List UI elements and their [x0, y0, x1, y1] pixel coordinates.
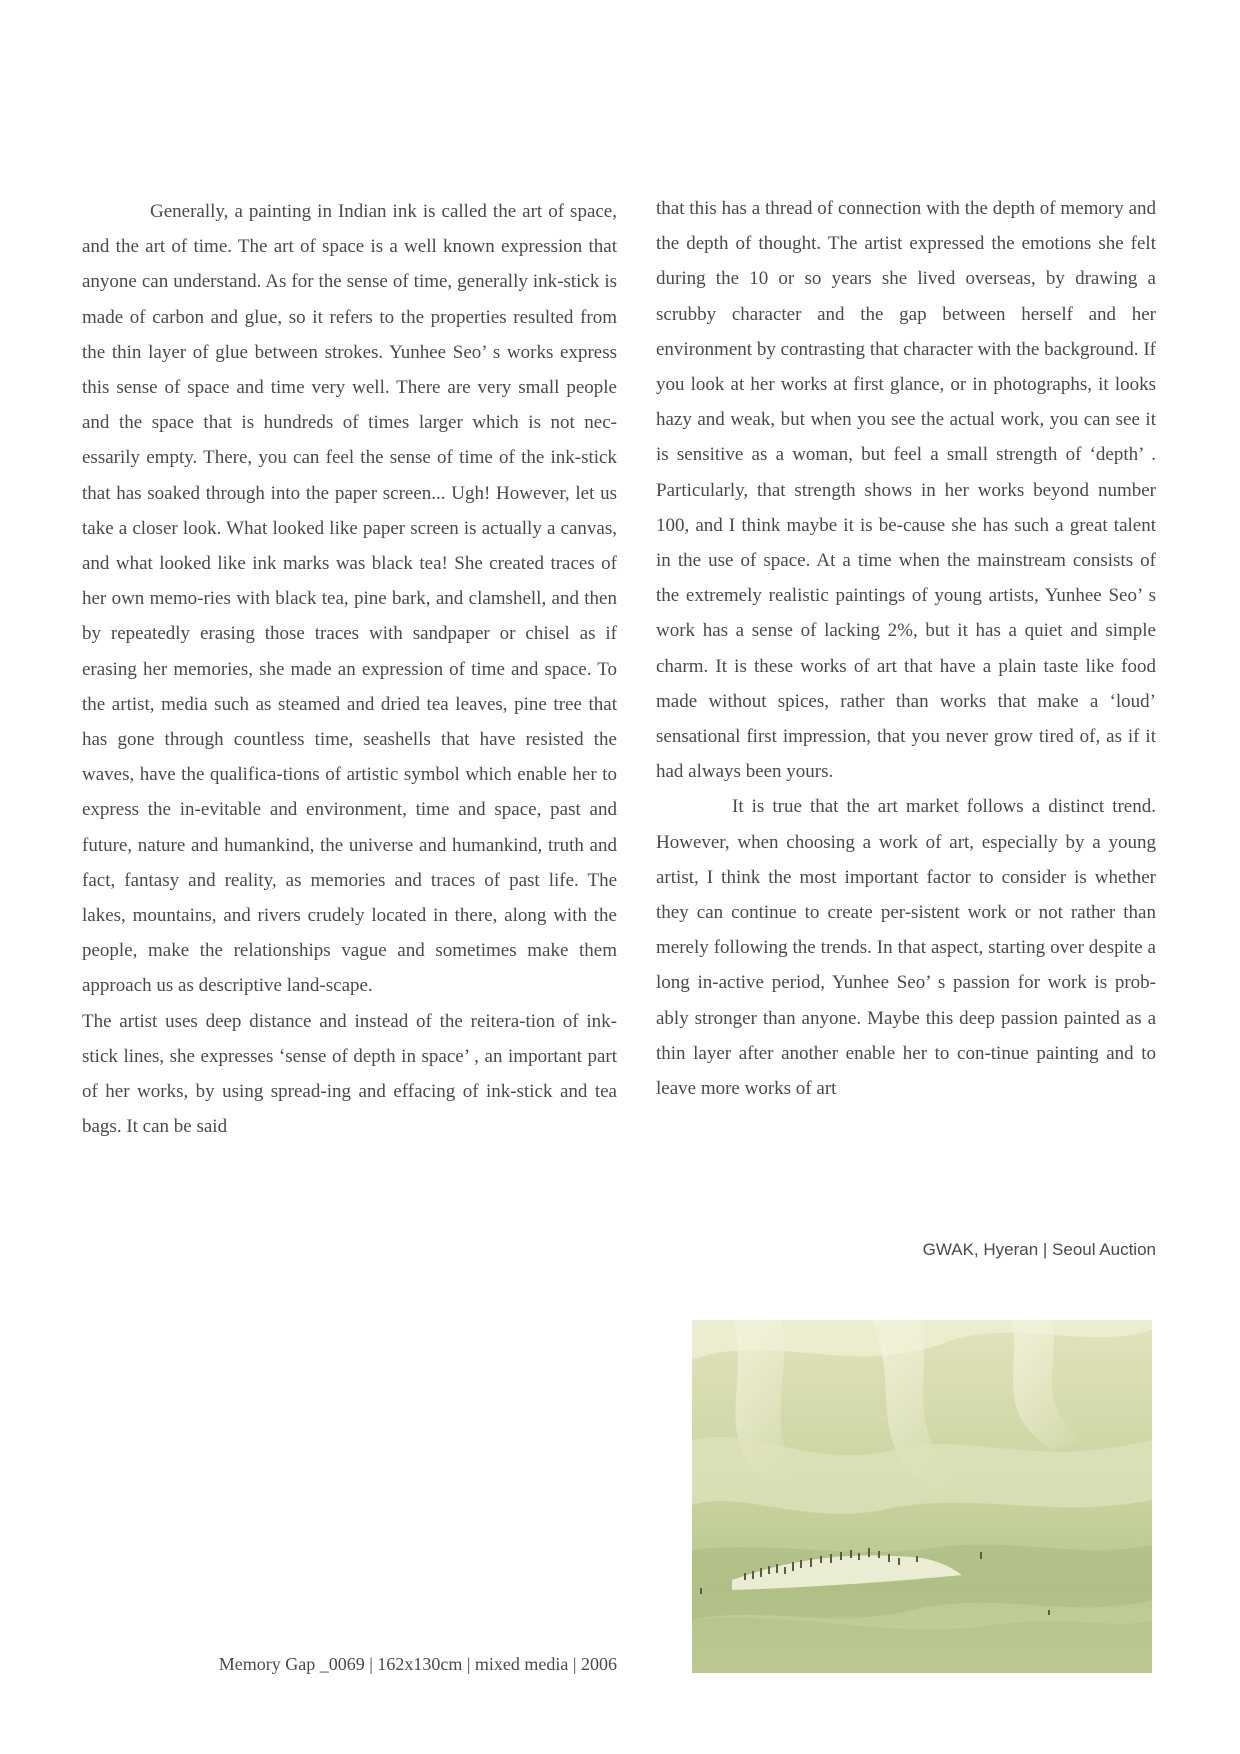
- paragraph: Generally, a painting in Indian ink is called the art of space, and the art of time. The art of space is a well known expression that anyone can understand. As for the sense of time, generally ink-stick is made of carbon and glue, so it refers to the properties resulted from the thin layer of glue between strokes. Yunhee Seo’ s works express this sense of space and time very well. There are very small people and the space that is hundreds of times larger which is not nec-essarily empty. There, you can feel the sense of time of the ink-stick that has soaked through into the paper screen... Ugh! However, let us take a closer look. What looked like paper screen is actually a canvas, and what looked like ink marks was black tea! She created traces of her own memo-ries with black tea, pine bark, and clamshell, and then by repeatedly erasing those traces with sandpaper or chisel as if erasing her memories, she made an expression of time and space. To the artist, media such as steamed and dried tea leaves, pine tree that has gone through countless time, seashells that have resisted the waves, have the qualifica-tions of artistic symbol which enable her to express the in-evitable and environment, time and space, past and future, nature and humankind, the universe and humankind, truth and fact, fantasy and reality, as memories and traces of past life. The lakes, mountains, and rivers crudely located in there, along with the people, make the relationships vague and sometimes make them approach us as descriptive land-scape.: [82, 201, 617, 997]
- author-credit: GWAK, Hyeran | Seoul Auction: [922, 1240, 1156, 1259]
- article-left-column: [82, 194, 617, 1144]
- paragraph: that this has a thread of connection with the depth of memory and the depth of thought. The artist expressed the emotions she felt during the 10 or so years she lived overseas, by drawing a scrubby character and the gap between herself and her environment by contrasting that character with the background. If you look at her works at first glance, or in photographs, it looks hazy and weak, but when you see the actual work, you can see it is sensitive as a woman, but feel a small strength of ‘depth’ . Particularly, that strength shows in her works beyond number 100, and I think maybe it is be-cause she has such a great talent in the use of space. At a time when the mainstream consists of the extremely realistic paintings of young artists, Yunhee Seo’ s work has a sense of lacking 2%, but it has a quiet and simple charm. It is these works of art that have a plain taste like food made without spices, rather than works that make a ‘loud’ sensational first impression, that you never grow tired of, as if it had always been yours.: [656, 198, 1156, 783]
- paragraph: It is true that the art market follows a distinct trend. However, when choosing a work of art, especially by a young artist, I think the most important factor to consider is whether they can continue to create per-sistent work or not rather than merely following the trends. In that aspect, starting over despite a long in-active period, Yunhee Seo’ s passion for work is prob-ably stronger than anyone. Maybe this deep passion painted as a thin layer after another enable her to con-tinue painting and to leave more works of art: [656, 796, 1156, 1100]
- paragraph: The artist uses deep distance and instead of the reitera-tion of ink-stick lines, she expresses ‘sense of depth in space’ , an important part of her works, by using spread-ing and effacing of ink-stick and tea bags. It can be said: [82, 1010, 617, 1138]
- article-right-column: [656, 191, 1156, 1106]
- artwork-image: [692, 1320, 1152, 1673]
- artwork-caption: Memory Gap _0069 | 162x130cm | mixed media | 2006: [218, 1654, 617, 1674]
